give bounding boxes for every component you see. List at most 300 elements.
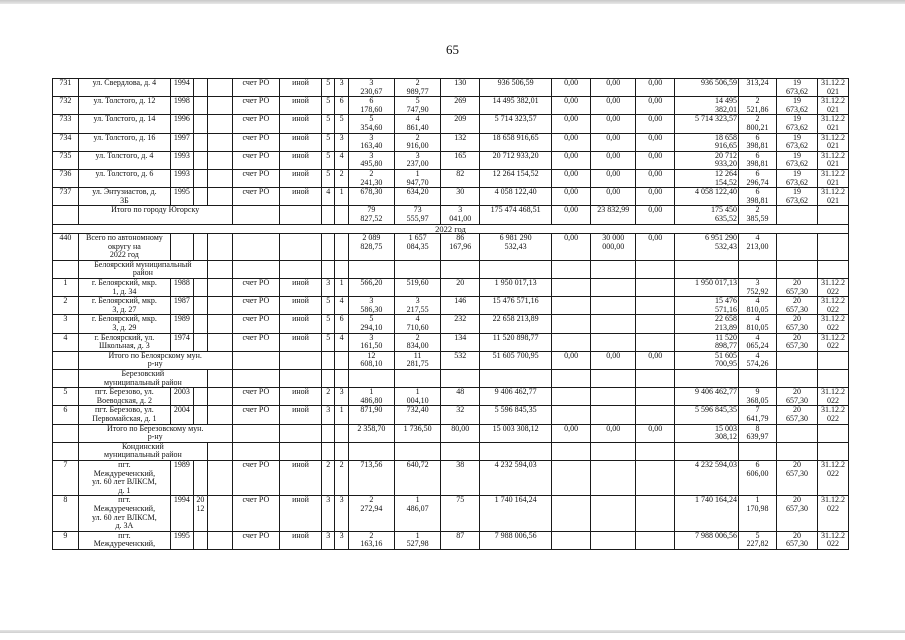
table-cell [279, 260, 321, 278]
cell-empty1 [208, 460, 233, 495]
cell-c3 [636, 496, 675, 531]
cell-limit [776, 206, 817, 224]
table-row [53, 234, 849, 261]
cell-cost: 12 264 154,52 [480, 169, 552, 187]
cell-entrances: 4 [335, 151, 348, 169]
table-cell [675, 442, 739, 460]
district-name: Белоярский муниципальный район [78, 260, 207, 278]
table-row [53, 531, 849, 549]
cell-entrances: 4 [335, 297, 348, 315]
cell-year: 1993 [171, 151, 194, 169]
cell-year: 2003 [171, 388, 194, 406]
cell-area-living: 519,60 [394, 279, 440, 297]
cell-year: 1987 [171, 297, 194, 315]
scan-bottom-edge [0, 630, 905, 633]
cell-num: 440 [53, 234, 79, 261]
cell-residents: 75 [441, 496, 480, 531]
district-name: Березовский муниципальный район [78, 370, 207, 388]
table-cell [636, 370, 675, 388]
cell-address: пгт. Березово, ул. Первомайская, д. 1 [78, 406, 170, 424]
cell-ro: счет РО [232, 151, 279, 169]
cell-floors: 3 [322, 406, 335, 424]
cell-c3: 0,00 [636, 169, 675, 187]
cell-c3: 0,00 [636, 79, 675, 97]
cell-c2 [591, 315, 636, 333]
table-cell [53, 442, 79, 460]
cell-area-total: 79 827,52 [348, 206, 394, 224]
cell-area-living: 5 747,90 [394, 97, 440, 115]
cell-cost-fund: 1 740 164,24 [675, 496, 739, 531]
cell-cost: 20 712 933,20 [480, 151, 552, 169]
cell-cost: 51 605 700,95 [480, 351, 552, 369]
cell-type: иной [279, 460, 321, 495]
table-cell [335, 370, 348, 388]
cell-floors: 3 [322, 496, 335, 531]
district-section-row [53, 442, 849, 460]
cell-empty1 [208, 388, 233, 406]
table-cell [776, 370, 817, 388]
cell-address: ул. Толстого, д. 4 [78, 151, 170, 169]
cell-num: 731 [53, 79, 79, 97]
cell-c1 [552, 496, 591, 531]
cell-type: иной [279, 115, 321, 133]
table-row [53, 151, 849, 169]
cell-type [279, 234, 321, 261]
cell-c1: 0,00 [552, 133, 591, 151]
cell-residents: 165 [441, 151, 480, 169]
cell-deadline: 31.12.2 022 [818, 406, 849, 424]
cell-c3: 0,00 [636, 151, 675, 169]
cell-c1 [552, 388, 591, 406]
cell-year [171, 234, 194, 261]
cell-residents: 82 [441, 169, 480, 187]
cell-area-living: 4 861,40 [394, 115, 440, 133]
table-cell [441, 370, 480, 388]
cell-year: 1993 [171, 169, 194, 187]
cell-entrances: 3 [335, 79, 348, 97]
cell-c2: 0,00 [591, 169, 636, 187]
cell-entrances [335, 234, 348, 261]
table-cell [552, 370, 591, 388]
cell-num: 3 [53, 315, 79, 333]
cell-cost-fund: 14 495 382,01 [675, 97, 739, 115]
cell-cost-fund: 175 450 635,52 [675, 206, 739, 224]
cell-c2 [591, 388, 636, 406]
cell-type: иной [279, 169, 321, 187]
cell-c1: 0,00 [552, 206, 591, 224]
cell-cost: 18 658 916,65 [480, 133, 552, 151]
cell-limit: 20 657,30 [776, 297, 817, 315]
cell-entrances: 1 [335, 279, 348, 297]
cell-area-total: 12 608,10 [348, 351, 394, 369]
repair-program-table-container [52, 78, 849, 550]
cell-year-b [193, 234, 207, 261]
cell-empty1 [208, 279, 233, 297]
table-cell [348, 260, 394, 278]
cell-spec-cost: 7 641,79 [738, 406, 776, 424]
cell-area-total: 2 089 828,75 [348, 234, 394, 261]
cell-cost-fund: 9 406 462,77 [675, 388, 739, 406]
table-cell [322, 370, 335, 388]
cell-num: 735 [53, 151, 79, 169]
cell-address: ул. Толстого, д. 6 [78, 169, 170, 187]
table-row [53, 97, 849, 115]
cell-c2: 23 832,99 [591, 206, 636, 224]
cell-entrances: 6 [335, 315, 348, 333]
table-cell [591, 260, 636, 278]
cell-c2 [591, 333, 636, 351]
cell-residents: 38 [441, 460, 480, 495]
table-cell [675, 260, 739, 278]
cell-deadline: 31.12.2 022 [818, 315, 849, 333]
cell-area-total: 3 586,30 [348, 297, 394, 315]
cell-ro [232, 351, 279, 369]
cell-residents: 30 [441, 188, 480, 206]
cell-spec-cost: 5 227,82 [738, 531, 776, 549]
table-cell [480, 442, 552, 460]
cell-area-living: 73 555,97 [394, 206, 440, 224]
cell-c1 [552, 460, 591, 495]
table-row [53, 315, 849, 333]
cell-ro: счет РО [232, 297, 279, 315]
cell-spec-cost: 9 368,05 [738, 388, 776, 406]
cell-area-living: 634,20 [394, 188, 440, 206]
cell-cost-fund: 15 003 308,12 [675, 424, 739, 442]
cell-address: пгт. Междуреченский, ул. 60 лет ВЛКСМ, д. 3А [78, 496, 170, 531]
cell-spec-cost: 4 810,05 [738, 297, 776, 315]
cell-area-living: 11 281,75 [394, 351, 440, 369]
table-cell [348, 442, 394, 460]
cell-ro: счет РО [232, 97, 279, 115]
cell-entrances: 2 [335, 169, 348, 187]
cell-area-total: 5 294,10 [348, 315, 394, 333]
cell-num: 5 [53, 388, 79, 406]
cell-year-b [193, 115, 207, 133]
cell-spec-cost: 6 296,74 [738, 169, 776, 187]
cell-floors: 4 [322, 188, 335, 206]
cell-limit: 20 657,30 [776, 460, 817, 495]
cell-floors: 2 [322, 460, 335, 495]
cell-deadline [818, 424, 849, 442]
cell-area-living: 3 237,00 [394, 151, 440, 169]
table-cell [322, 442, 335, 460]
cell-limit: 19 673,62 [776, 79, 817, 97]
cell-area-total: 1 486,80 [348, 388, 394, 406]
cell-num: 4 [53, 333, 79, 351]
table-cell [208, 442, 233, 460]
cell-residents: 132 [441, 133, 480, 151]
cell-c3: 0,00 [636, 234, 675, 261]
cell-type: иной [279, 297, 321, 315]
cell-area-total: 566,20 [348, 279, 394, 297]
cell-deadline: 31.12.2 021 [818, 97, 849, 115]
cell-cost: 1 950 017,13 [480, 279, 552, 297]
cell-entrances: 1 [335, 188, 348, 206]
cell-cost-fund: 12 264 154,52 [675, 169, 739, 187]
cell-limit: 20 657,30 [776, 315, 817, 333]
cell-limit: 19 673,62 [776, 151, 817, 169]
table-cell [208, 370, 233, 388]
cell-c2: 0,00 [591, 133, 636, 151]
cell-c1: 0,00 [552, 351, 591, 369]
cell-c3 [636, 315, 675, 333]
table-cell [394, 370, 440, 388]
cell-deadline: 31.12.2 021 [818, 169, 849, 187]
cell-c1 [552, 315, 591, 333]
cell-cost-fund: 4 232 594,03 [675, 460, 739, 495]
cell-area-living: 3 217,55 [394, 297, 440, 315]
cell-empty1 [208, 496, 233, 531]
cell-year: 1994 [171, 79, 194, 97]
cell-cost-fund: 5 714 323,57 [675, 115, 739, 133]
cell-year-b [193, 169, 207, 187]
cell-c1 [552, 333, 591, 351]
cell-c2 [591, 406, 636, 424]
table-cell [53, 206, 79, 224]
cell-address: г. Белоярский, мкр. 3, д. 27 [78, 297, 170, 315]
cell-ro [232, 424, 279, 442]
cell-year-b [193, 133, 207, 151]
cell-year-b [193, 79, 207, 97]
page-number: 65 [446, 42, 459, 57]
cell-deadline: 31.12.2 022 [818, 297, 849, 315]
cell-area-total: 3 230,67 [348, 79, 394, 97]
cell-residents: 269 [441, 97, 480, 115]
cell-deadline: 31.12.2 021 [818, 133, 849, 151]
cell-c3 [636, 279, 675, 297]
subtotal-label: Итого по Березовскому мун. р-ну [78, 424, 232, 442]
cell-year: 1989 [171, 315, 194, 333]
cell-cost-fund: 11 520 898,77 [675, 333, 739, 351]
cell-deadline [818, 234, 849, 261]
cell-cost: 936 506,59 [480, 79, 552, 97]
cell-empty1 [208, 406, 233, 424]
table-cell [441, 442, 480, 460]
cell-address: ул. Толстого, д. 12 [78, 97, 170, 115]
table-cell [480, 260, 552, 278]
cell-num: 8 [53, 496, 79, 531]
cell-spec-cost: 3 752,92 [738, 279, 776, 297]
cell-cost: 6 981 290 532,43 [480, 234, 552, 261]
cell-limit: 20 657,30 [776, 388, 817, 406]
cell-limit: 20 657,30 [776, 496, 817, 531]
subtotal-row [53, 424, 849, 442]
cell-deadline: 31.12.2 021 [818, 79, 849, 97]
table-row [53, 79, 849, 97]
cell-entrances: 3 [335, 133, 348, 151]
table-cell [738, 442, 776, 460]
cell-address: пгт. Междуреченский, ул. 60 лет ВЛКСМ, д. 1 [78, 460, 170, 495]
cell-empty1 [208, 79, 233, 97]
cell-year: 1996 [171, 115, 194, 133]
table-row [53, 188, 849, 206]
cell-year: 1994 [171, 496, 194, 531]
cell-c2: 0,00 [591, 115, 636, 133]
cell-year: 1997 [171, 133, 194, 151]
cell-type: иной [279, 151, 321, 169]
cell-entrances [335, 351, 348, 369]
cell-c3: 0,00 [636, 351, 675, 369]
cell-entrances: 3 [335, 531, 348, 549]
cell-cost: 5 596 845,35 [480, 406, 552, 424]
cell-limit: 19 673,62 [776, 169, 817, 187]
cell-area-living: 1 736,50 [394, 424, 440, 442]
table-cell [394, 260, 440, 278]
cell-entrances: 3 [335, 496, 348, 531]
cell-c1 [552, 406, 591, 424]
table-cell [322, 260, 335, 278]
cell-spec-cost: 6 398,81 [738, 188, 776, 206]
cell-type: иной [279, 315, 321, 333]
cell-c3: 0,00 [636, 97, 675, 115]
cell-c3: 0,00 [636, 133, 675, 151]
cell-cost: 1 740 164,24 [480, 496, 552, 531]
cell-residents: 130 [441, 79, 480, 97]
cell-area-living: 2 834,00 [394, 333, 440, 351]
cell-address: ул. Толстого, д. 16 [78, 133, 170, 151]
cell-area-total: 871,90 [348, 406, 394, 424]
cell-cost-fund: 51 605 700,95 [675, 351, 739, 369]
cell-deadline: 31.12.2 022 [818, 279, 849, 297]
cell-limit: 20 657,30 [776, 406, 817, 424]
district-section-row [53, 260, 849, 278]
cell-limit [776, 234, 817, 261]
table-cell [818, 442, 849, 460]
cell-c2 [591, 279, 636, 297]
cell-spec-cost: 2 800,21 [738, 115, 776, 133]
cell-c2 [591, 531, 636, 549]
cell-cost: 11 520 898,77 [480, 333, 552, 351]
cell-year-b [193, 333, 207, 351]
cell-year: 1989 [171, 460, 194, 495]
cell-type: иной [279, 97, 321, 115]
cell-address: г. Белоярский, ул. Школьная, д. 3 [78, 333, 170, 351]
cell-c3: 0,00 [636, 188, 675, 206]
cell-c3 [636, 333, 675, 351]
cell-c2: 0,00 [591, 151, 636, 169]
cell-empty1 [208, 333, 233, 351]
cell-limit: 20 657,30 [776, 333, 817, 351]
cell-cost-fund: 6 951 290 532,43 [675, 234, 739, 261]
cell-limit: 20 657,30 [776, 279, 817, 297]
cell-floors: 2 [322, 388, 335, 406]
cell-area-living: 4 710,60 [394, 315, 440, 333]
subtotal-label: Итого по Белоярскому мун. р-ну [78, 351, 232, 369]
cell-year: 2004 [171, 406, 194, 424]
cell-deadline: 31.12.2 022 [818, 496, 849, 531]
year-header-row [53, 224, 849, 234]
table-row [53, 279, 849, 297]
cell-year-b [193, 297, 207, 315]
table-cell [636, 260, 675, 278]
cell-deadline: 31.12.2 022 [818, 388, 849, 406]
cell-year-b [193, 406, 207, 424]
cell-cost-fund: 5 596 845,35 [675, 406, 739, 424]
table-row [53, 388, 849, 406]
cell-type: иной [279, 279, 321, 297]
table-cell [738, 370, 776, 388]
cell-ro: счет РО [232, 315, 279, 333]
table-cell [335, 442, 348, 460]
cell-spec-cost: 4 810,05 [738, 315, 776, 333]
cell-spec-cost: 6 398,81 [738, 133, 776, 151]
cell-address: ул. Энтузиастов, д. 3Б [78, 188, 170, 206]
cell-floors: 5 [322, 133, 335, 151]
table-cell [53, 424, 79, 442]
cell-residents: 32 [441, 406, 480, 424]
cell-year: 1995 [171, 188, 194, 206]
cell-cost-fund: 936 506,59 [675, 79, 739, 97]
table-cell [776, 442, 817, 460]
cell-year: 1995 [171, 531, 194, 549]
cell-entrances: 6 [335, 97, 348, 115]
cell-limit: 19 673,62 [776, 133, 817, 151]
cell-area-total: 713,56 [348, 460, 394, 495]
cell-floors: 5 [322, 79, 335, 97]
cell-area-living: 1 657 084,35 [394, 234, 440, 261]
cell-cost-fund: 4 058 122,40 [675, 188, 739, 206]
cell-spec-cost: 4 213,00 [738, 234, 776, 261]
cell-floors: 5 [322, 333, 335, 351]
cell-area-living: 1 527,98 [394, 531, 440, 549]
cell-c1 [552, 297, 591, 315]
table-cell [232, 442, 279, 460]
cell-ro: счет РО [232, 169, 279, 187]
cell-floors: 5 [322, 297, 335, 315]
cell-spec-cost: 8 639,97 [738, 424, 776, 442]
cell-limit [776, 424, 817, 442]
cell-floors: 5 [322, 151, 335, 169]
cell-area-total: 2 272,94 [348, 496, 394, 531]
subtotal-row [53, 351, 849, 369]
cell-c2: 0,00 [591, 97, 636, 115]
cell-area-total: 6 178,60 [348, 97, 394, 115]
cell-ro: счет РО [232, 133, 279, 151]
cell-cost-fund: 22 658 213,89 [675, 315, 739, 333]
cell-ro: счет РО [232, 406, 279, 424]
cell-area-total: 2 163,16 [348, 531, 394, 549]
cell-spec-cost: 4 065,24 [738, 333, 776, 351]
table-cell [279, 442, 321, 460]
cell-residents: 80,00 [441, 424, 480, 442]
cell-ro: счет РО [232, 460, 279, 495]
cell-area-living: 640,72 [394, 460, 440, 495]
cell-c1: 0,00 [552, 188, 591, 206]
cell-spec-cost: 2 385,59 [738, 206, 776, 224]
cell-floors: 5 [322, 315, 335, 333]
cell-c3 [636, 460, 675, 495]
cell-ro: счет РО [232, 496, 279, 531]
cell-limit [776, 351, 817, 369]
cell-limit: 19 673,62 [776, 115, 817, 133]
cell-floors: 3 [322, 279, 335, 297]
cell-empty1 [208, 169, 233, 187]
cell-c1: 0,00 [552, 97, 591, 115]
cell-floors [322, 424, 335, 442]
table-cell [394, 442, 440, 460]
cell-floors [322, 234, 335, 261]
cell-empty1 [208, 151, 233, 169]
cell-c1 [552, 279, 591, 297]
cell-floors [322, 351, 335, 369]
cell-c2: 0,00 [591, 79, 636, 97]
cell-c3: 0,00 [636, 424, 675, 442]
cell-year-b [193, 188, 207, 206]
cell-ro [232, 234, 279, 261]
cell-empty1 [208, 115, 233, 133]
cell-area-living: 732,40 [394, 406, 440, 424]
cell-num: 737 [53, 188, 79, 206]
